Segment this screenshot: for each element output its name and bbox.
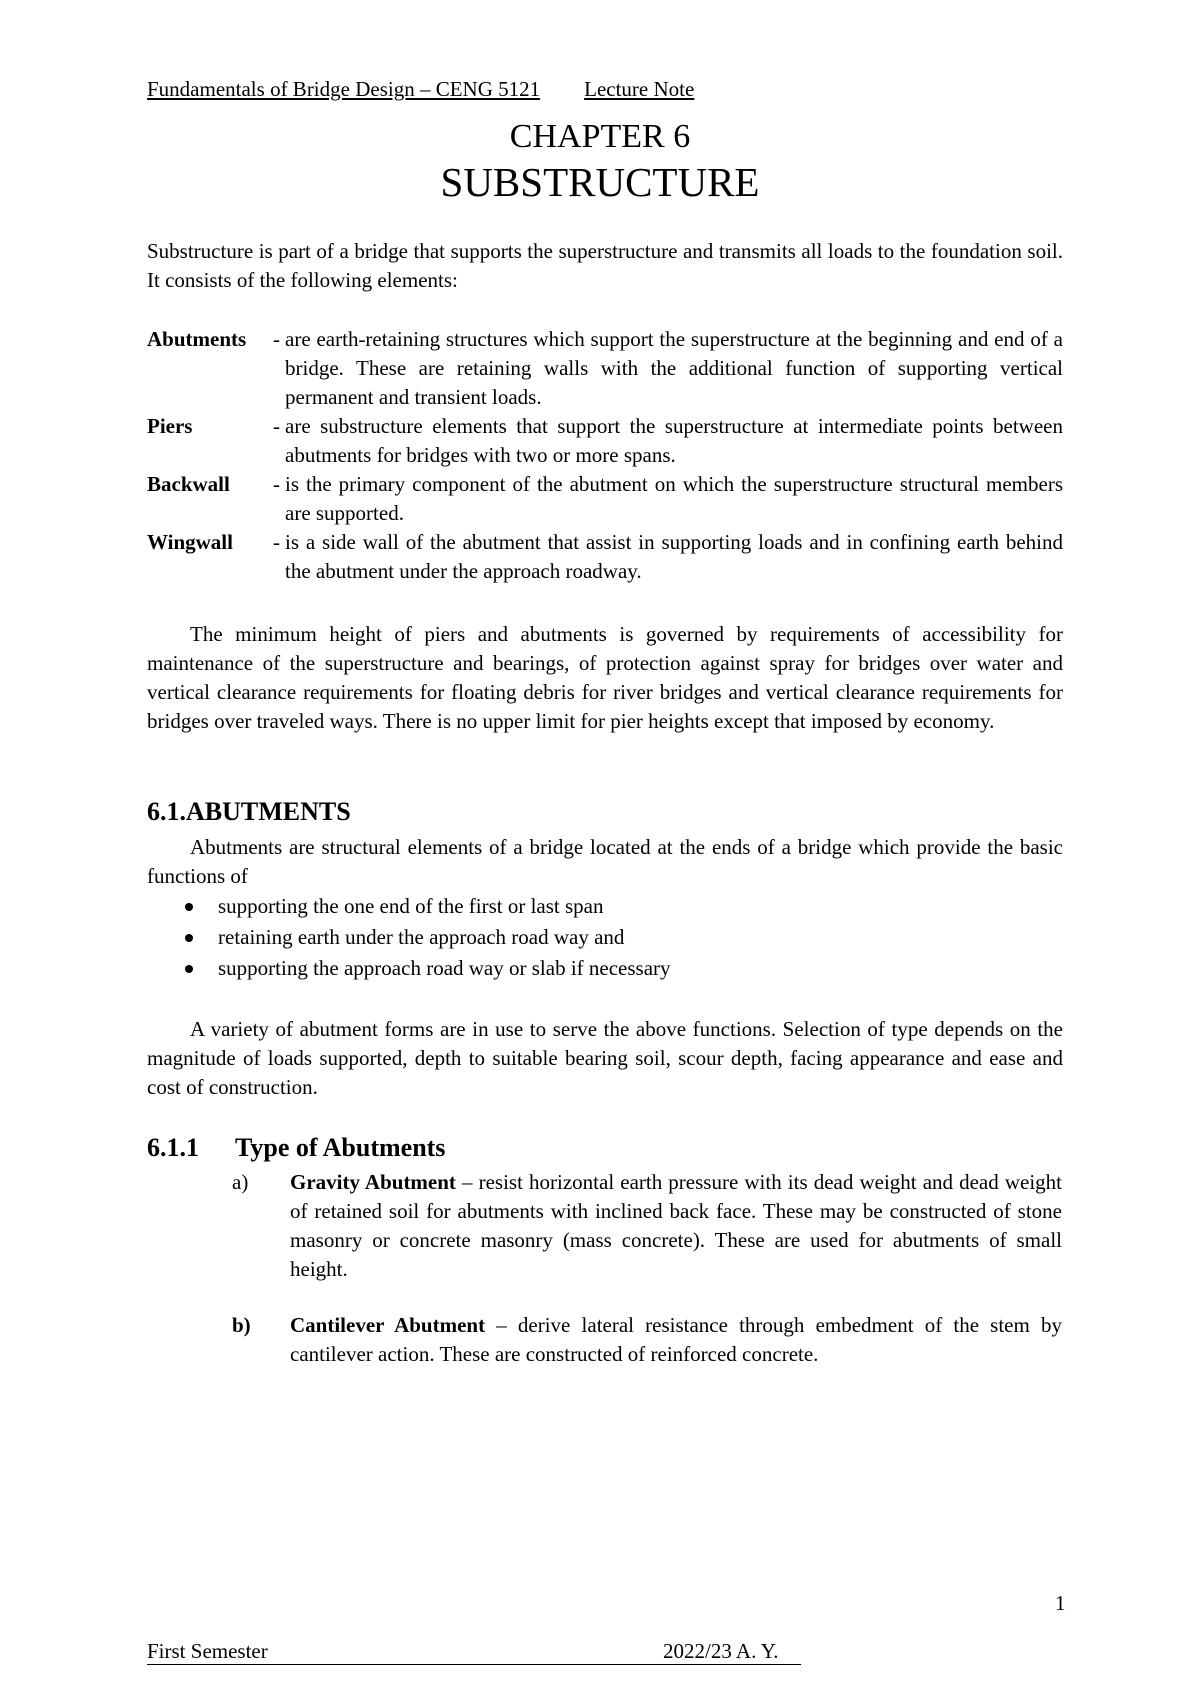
definition-item-wingwall: Wingwall - is a side wall of the abutment that assist in supporting loads and in confining earth behind the abutment under the approach roadway. <box>147 528 1063 586</box>
definition-term: Wingwall <box>147 530 233 554</box>
section-title: Type of Abutments <box>235 1133 446 1162</box>
abutment-functions-list <box>180 891 671 984</box>
definition-text: is the primary component of the abutment on which the superstructure structural members are supported. <box>285 472 1063 525</box>
footer-semester: First Semester <box>147 1639 268 1663</box>
footer-year: 2022/23 A. Y. <box>663 1639 779 1663</box>
height-paragraph: The minimum height of piers and abutments is governed by requirements of accessibility for maintenance of the superstructure and bearings, of protection against spray for bridges over water and vertical clearance requirements for floating debris for river bridges and vertical clearance requirements for bridges over traveled ways. There is no upper limit for pier heights except that imposed by economy. <box>147 622 1063 733</box>
abutment-type-gravity <box>232 1168 1062 1284</box>
definition-term: Backwall <box>147 472 230 496</box>
section-number: 6.1.1 <box>147 1133 199 1162</box>
page-footer <box>147 1638 801 1665</box>
header-note: Lecture Note <box>584 77 695 101</box>
type-label: b) <box>232 1313 251 1337</box>
definition-list <box>147 325 1063 586</box>
intro-paragraph: Substructure is part of a bridge that supports the superstructure and transmits all loads to the foundation soil. It consists of the following elements: <box>147 239 1063 292</box>
abutments-paragraph: Abutments are structural elements of a bridge located at the ends of a bridge which provide the basic functions of <box>147 835 1063 888</box>
definition-item-backwall: Backwall - is the primary component of the abutment on which the superstructure structural members are supported. <box>147 470 1063 528</box>
page-title: SUBSTRUCTURE <box>440 159 760 205</box>
page-number: 1 <box>1055 1591 1066 1615</box>
type-text: – resist horizontal earth pressure with its dead weight and dead weight of retained soil for abutments with inclined back face. These may be constructed of stone masonry or concrete masonry (mass concrete). These are used for abutments of small height. <box>290 1170 1063 1281</box>
type-text: – derive lateral resistance through embedment of the stem by cantilever action. These are constructed of reinforced concrete. <box>290 1313 1062 1366</box>
header-course: Fundamentals of Bridge Design – CENG 5121 <box>147 77 541 101</box>
definition-item-piers: Piers - are substructure elements that support the superstructure at intermediate points between abutments for bridges with two or more spans. <box>147 412 1063 470</box>
type-label: a) <box>232 1170 249 1194</box>
chapter-label: CHAPTER 6 <box>509 118 691 155</box>
section-heading-6-1-1 <box>147 1132 445 1164</box>
list-item: supporting the approach road way or slab if necessary <box>180 953 671 984</box>
type-name: Gravity Abutment <box>290 1170 456 1194</box>
definition-text: is a side wall of the abutment that assist in supporting loads and in confining earth behind the abutment under the approach roadway. <box>285 530 1063 583</box>
definition-term: Abutments <box>147 327 247 351</box>
definition-item-abutments: Abutments - are earth-retaining structures which support the superstructure at the beginning and end of a bridge. These are retaining walls with the additional function of supporting vertical permanent and transient loads. <box>147 325 1063 412</box>
abutment-forms-paragraph: A variety of abutment forms are in use to serve the above functions. Selection of type depends on the magnitude of loads supported, depth to suitable bearing soil, scour depth, facing appearance and ease and cost of construction. <box>147 1017 1063 1099</box>
abutment-types-list <box>232 1168 1062 1369</box>
definition-text: are substructure elements that support the superstructure at intermediate points between abutments for bridges with two or more spans. <box>285 414 1063 467</box>
type-name: Cantilever Abutment <box>290 1313 486 1337</box>
page-header <box>147 76 694 102</box>
list-item: retaining earth under the approach road way and <box>180 922 671 953</box>
abutment-type-cantilever <box>232 1311 1062 1369</box>
definition-text: are earth-retaining structures which support the superstructure at the beginning and end of a bridge. These are retaining walls with the additional function of supporting vertical permanent and transient loads. <box>285 327 1063 409</box>
section-heading-6-1: 6.1.ABUTMENTS <box>147 797 351 826</box>
definition-term: Piers <box>147 414 193 438</box>
list-item: supporting the one end of the first or last span <box>180 891 671 922</box>
